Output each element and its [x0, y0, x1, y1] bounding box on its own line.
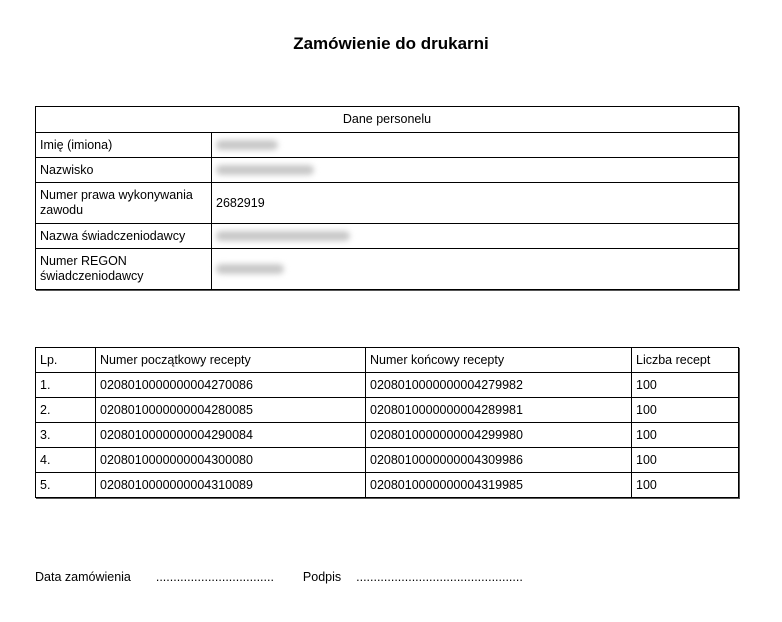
redacted-regon [216, 264, 284, 274]
table-header-row [36, 348, 739, 373]
cell-end: 0208010000000004319985 [366, 473, 632, 498]
table-row [36, 249, 739, 290]
last-name-label: Nazwisko [36, 158, 212, 183]
cell-count: 100 [632, 473, 739, 498]
col-header-count: Liczba recept [632, 348, 739, 373]
col-header-lp: Lp. [36, 348, 96, 373]
table-row [36, 398, 739, 423]
cell-start: 0208010000000004290084 [96, 423, 366, 448]
cell-end: 0208010000000004289981 [366, 398, 632, 423]
signature-dots: ................................................ [356, 570, 523, 584]
cell-lp: 1. [36, 373, 96, 398]
col-header-start: Numer początkowy recepty [96, 348, 366, 373]
cell-end: 0208010000000004279982 [366, 373, 632, 398]
cell-end: 0208010000000004309986 [366, 448, 632, 473]
license-number-label: Numer prawa wykonywania zawodu [36, 183, 212, 224]
personnel-table [35, 106, 739, 290]
last-name-value [212, 158, 739, 183]
redacted-provider-name [216, 231, 350, 241]
cell-lp: 3. [36, 423, 96, 448]
personnel-table-header: Dane personelu [36, 107, 739, 133]
cell-start: 0208010000000004280085 [96, 398, 366, 423]
table-row [36, 448, 739, 473]
cell-lp: 4. [36, 448, 96, 473]
document-title: Zamówienie do drukarni [293, 34, 489, 53]
cell-count: 100 [632, 373, 739, 398]
provider-name-value [212, 224, 739, 249]
signature-label: Podpis [302, 570, 342, 584]
redacted-first-name [216, 140, 278, 150]
cell-count: 100 [632, 423, 739, 448]
table-row [36, 133, 739, 158]
table-row [36, 183, 739, 224]
first-name-value [212, 133, 739, 158]
cell-start: 0208010000000004310089 [96, 473, 366, 498]
order-date-label: Data zamówienia [35, 570, 131, 584]
table-row [36, 373, 739, 398]
table-row [36, 423, 739, 448]
table-row [36, 224, 739, 249]
table-row [36, 158, 739, 183]
license-number-value: 2682919 [212, 183, 739, 224]
cell-count: 100 [632, 398, 739, 423]
order-date-dots: .................................. [155, 570, 274, 584]
signature-footer [35, 570, 523, 584]
cell-start: 0208010000000004270086 [96, 373, 366, 398]
cell-start: 0208010000000004300080 [96, 448, 366, 473]
regon-value [212, 249, 739, 290]
provider-name-label: Nazwa świadczeniodawcy [36, 224, 212, 249]
first-name-label: Imię (imiona) [36, 133, 212, 158]
regon-label: Numer REGON świadczeniodawcy [36, 249, 212, 290]
table-row [36, 473, 739, 498]
cell-lp: 5. [36, 473, 96, 498]
col-header-end: Numer końcowy recepty [366, 348, 632, 373]
cell-lp: 2. [36, 398, 96, 423]
cell-count: 100 [632, 448, 739, 473]
prescriptions-table [35, 347, 739, 498]
cell-end: 0208010000000004299980 [366, 423, 632, 448]
redacted-last-name [216, 165, 314, 175]
